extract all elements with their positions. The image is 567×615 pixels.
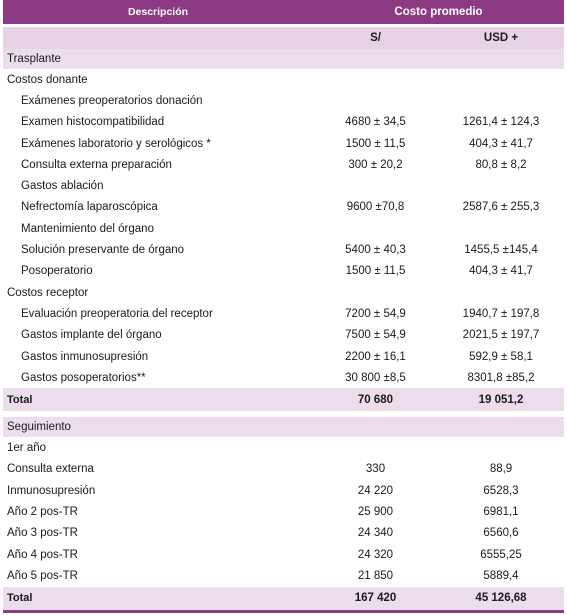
row-soles	[313, 282, 438, 303]
total-soles: 167 420	[313, 587, 438, 610]
header-row	[3, 0, 564, 24]
table-row	[3, 218, 564, 239]
subheader-usd: USD +	[438, 27, 564, 49]
total-soles: 70 680	[313, 388, 438, 411]
row-label: Gastos ablación	[21, 180, 104, 193]
row-label: Solución preservante de órgano	[21, 244, 185, 257]
table-row	[3, 325, 564, 346]
row-usd	[438, 90, 564, 111]
table-row	[3, 175, 564, 196]
row-usd: 88,9	[489, 463, 513, 476]
row-soles: 4680 ± 34,5	[345, 116, 406, 129]
row-label: Gastos inmunosupresión	[21, 350, 149, 363]
row-usd: 6555,25	[480, 548, 522, 561]
row-soles: 24 220	[357, 484, 394, 497]
total-row-seguimiento	[3, 587, 564, 610]
table-row	[3, 282, 564, 303]
row-usd	[438, 218, 564, 239]
row-usd: 2587,6 ± 255,3	[462, 201, 540, 214]
row-label: Inmunosupresión	[7, 484, 96, 497]
row-soles: 300 ± 20,2	[348, 158, 403, 171]
subheader-row	[3, 27, 564, 49]
section-seguimiento	[3, 417, 564, 437]
row-soles: 30 800 ±8,5	[345, 371, 406, 384]
row-usd: 404,3 ± 41,7	[469, 265, 533, 278]
section-label: Trasplante	[3, 49, 564, 69]
row-usd: 1940,7 ± 197,8	[462, 307, 540, 320]
row-label: 1er año	[7, 442, 47, 455]
row-label: Año 5 pos-TR	[7, 569, 78, 582]
row-soles: 1500 ± 11,5	[345, 265, 406, 278]
table-row	[3, 459, 564, 480]
row-soles	[313, 218, 438, 239]
row-label: Mantenimiento del órgano	[21, 222, 154, 235]
total-row-trasplante	[3, 388, 564, 411]
cost-table	[3, 0, 564, 613]
row-usd: 6528,3	[483, 484, 519, 497]
row-soles: 25 900	[357, 505, 394, 518]
row-usd: 1455,5 ±145,4	[464, 244, 538, 257]
row-soles	[313, 69, 438, 90]
table-row	[3, 523, 564, 544]
row-label: Posoperatorio	[21, 265, 93, 278]
table-row	[3, 90, 564, 111]
row-label: Exámenes laboratorio y serológicos *	[21, 137, 211, 150]
subheader-blank	[3, 27, 313, 49]
total-label: Total	[3, 388, 313, 411]
row-usd: 1261,4 ± 124,3	[462, 116, 540, 129]
row-usd: 404,3 ± 41,7	[469, 137, 533, 150]
row-label: Consulta externa	[7, 463, 94, 476]
row-label: Evaluación preoperatoria del receptor	[21, 307, 213, 320]
total-usd: 19 051,2	[438, 388, 564, 411]
table-row	[3, 154, 564, 175]
section-trasplante	[3, 49, 564, 69]
row-soles: 5400 ± 40,3	[345, 244, 406, 257]
row-usd: 8301,8 ±85,2	[467, 371, 535, 384]
row-label: Consulta externa preparación	[21, 158, 172, 171]
row-soles: 330	[365, 463, 386, 476]
table-row	[3, 197, 564, 218]
subheader-soles: S/	[313, 27, 438, 49]
table-row	[3, 480, 564, 501]
row-soles: 21 850	[357, 569, 394, 582]
row-soles	[313, 437, 438, 458]
row-usd: 6560,6	[483, 527, 519, 540]
row-label: Costos donante	[7, 73, 88, 86]
row-usd: 592,9 ± 58,1	[469, 350, 533, 363]
row-usd: 5889,4	[483, 569, 519, 582]
row-usd	[438, 175, 564, 196]
table-row	[3, 437, 564, 458]
row-label: Gastos implante del órgano	[21, 329, 162, 342]
row-label: Año 4 pos-TR	[7, 548, 78, 561]
row-usd: 2021,5 ± 197,7	[462, 329, 540, 342]
row-label: Gastos posoperatorios**	[21, 371, 146, 384]
row-label: Nefrectomía laparoscópica	[21, 201, 158, 214]
row-usd: 80,8 ± 8,2	[475, 158, 527, 171]
header-descripcion: Descripción	[3, 0, 313, 24]
row-soles: 9600 ±70,8	[346, 201, 405, 214]
table-row	[3, 303, 564, 324]
table-row	[3, 69, 564, 90]
table-row	[3, 367, 564, 388]
total-usd: 45 126,68	[438, 587, 564, 610]
row-soles: 7200 ± 54,9	[345, 307, 406, 320]
row-soles: 2200 ± 16,1	[345, 350, 406, 363]
row-label: Examen histocompatibilidad	[21, 116, 165, 129]
row-label: Año 2 pos-TR	[7, 505, 78, 518]
table-row	[3, 565, 564, 586]
row-usd	[438, 282, 564, 303]
row-usd: 6981,1	[483, 505, 519, 518]
table-row	[3, 544, 564, 565]
row-usd	[438, 69, 564, 90]
row-label: Exámenes preoperatorios donación	[21, 94, 203, 107]
row-soles: 1500 ± 11,5	[345, 137, 406, 150]
row-label: Costos receptor	[7, 286, 89, 299]
row-soles	[313, 90, 438, 111]
table-row	[3, 133, 564, 154]
row-soles: 24 340	[357, 527, 394, 540]
table-row	[3, 261, 564, 282]
table-row	[3, 346, 564, 367]
row-soles: 24 320	[357, 548, 394, 561]
row-label: Año 3 pos-TR	[7, 527, 78, 540]
header-costo-promedio: Costo promedio	[313, 0, 564, 24]
row-usd	[438, 437, 564, 458]
table-row	[3, 501, 564, 522]
section-label: Seguimiento	[3, 417, 564, 437]
row-soles: 7500 ± 54,9	[345, 329, 406, 342]
total-label: Total	[3, 587, 313, 610]
row-soles	[313, 175, 438, 196]
table-row	[3, 239, 564, 260]
table-row	[3, 112, 564, 133]
table-bottom-border	[3, 610, 564, 613]
